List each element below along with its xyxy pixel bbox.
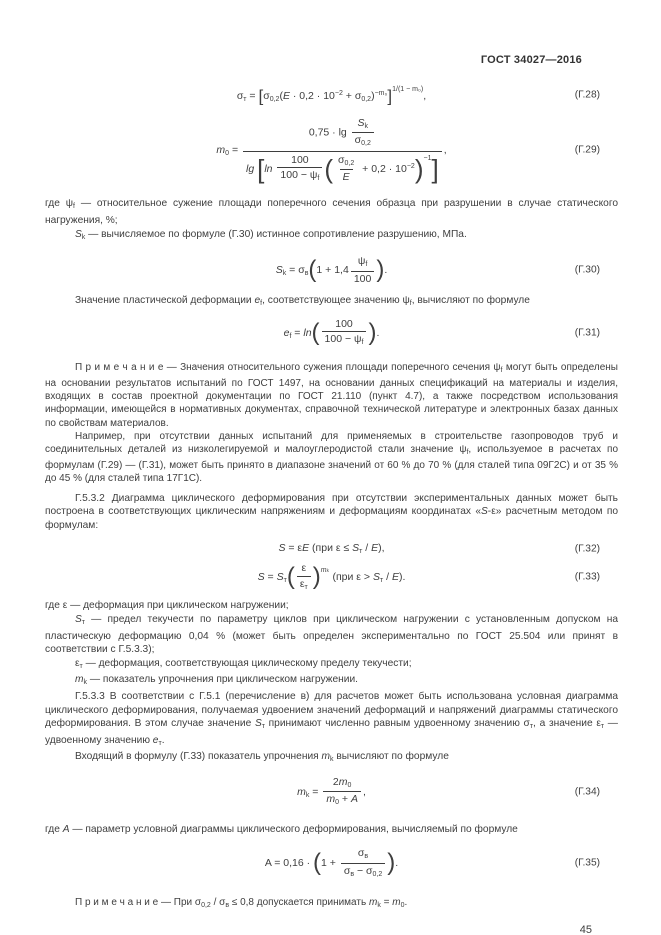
denominator: E xyxy=(340,169,353,185)
fraction xyxy=(322,317,367,349)
sub: 0 xyxy=(225,149,230,157)
fraction xyxy=(297,561,311,593)
sub: f xyxy=(365,261,368,269)
sub: т xyxy=(283,577,287,585)
formula-g35 xyxy=(45,846,618,880)
formula-g31 xyxy=(45,317,618,349)
sub: 0,2 xyxy=(361,140,371,148)
equation-label: (Г.29) xyxy=(574,144,600,156)
term: $m_0$ = xyxy=(216,143,241,157)
definition-mk: $m_k$ — показатель упрочнения при циклическом нагружении. xyxy=(75,674,358,687)
fraction xyxy=(323,775,361,809)
denominator: $\sigma_в - \sigma_{0,2}$ xyxy=(341,863,385,880)
sub: т xyxy=(243,96,247,103)
numerator: 100 xyxy=(291,153,309,166)
paren: ( xyxy=(324,153,334,184)
sub: f xyxy=(500,366,503,374)
numerator: 0,75 · lg $\frac{S_k}{\sigma_{0,2}}$ xyxy=(306,115,379,151)
sub: 0,2 xyxy=(361,96,372,103)
paragraph-g533: Г.5.3.3 В соответствии с Г.5.1 (перечисление в) для расчетов может быть использована условная диаграмма циклического деформирования, получаемая удвоением значений деформаций и напряжений диаграммы статического деформирования. В этом случае значение $S_т$ принимают численно равным удвоенному значению $\sigma_т$, а значение $\varepsilon_т$ — удвоенному значению $e_т$. xyxy=(45,690,618,747)
paragraph-g532: Г.5.3.2 Диаграмма циклического деформирования при отсутствии экспериментальных данных может быть построена в соответствующих циклическим напряжениям и деформациям координатах «S-ε» расчетным методом по формулам: xyxy=(45,492,618,531)
sup: −1 xyxy=(423,154,432,162)
formula-g29 xyxy=(45,115,618,186)
formula-g32 xyxy=(45,542,618,555)
sub: 0 xyxy=(335,799,339,807)
paragraph-a-definition: где A — параметр условной диаграммы циклического деформирования, вычисляемый по формуле xyxy=(45,823,518,835)
sup: −2 xyxy=(334,90,343,97)
sub: 0 xyxy=(347,781,352,789)
denominator: $\varepsilon_т$ xyxy=(297,576,311,593)
numerator: $\psi_f$ xyxy=(357,255,368,269)
term: $\sigma_т$ = xyxy=(236,90,259,103)
paren: ( xyxy=(286,563,295,591)
formula-body: $S = S_т$( $\frac{\varepsilon}{\varepsilon_т}$ )$^{m_k}$ (при $\varepsilon > S_т / E$). xyxy=(258,571,406,583)
sub: т xyxy=(600,723,605,731)
equation-label: (Г.31) xyxy=(574,327,600,339)
sub: f xyxy=(289,332,292,340)
definition-st: $S_т$ — предел текучести по параметру циклов при циклическом нагружении с установленным допуском на пластическую деформацию 0,04 % (может быть определен экспериментально по ГОСТ 25.504 или принят в соответствии с Г.5.3.3); xyxy=(45,614,618,656)
sub: f xyxy=(361,339,364,347)
paragraph-ef: Значение пластической деформации $e_f$, соответствующее значению $\psi_f$, вычисляют по формуле xyxy=(75,295,530,308)
sub: k xyxy=(83,679,87,687)
sub: k xyxy=(81,233,86,241)
numerator: 100 xyxy=(335,317,353,330)
sub: т xyxy=(379,577,384,585)
sub: т xyxy=(81,619,86,627)
formula-body: S = εE (при $\varepsilon \le S_т / E$), xyxy=(278,542,385,556)
note-psi-values: П р и м е ч а н и е — Значения относительного сужения площади поперечного сечения $\psi_f$ могут быть определены на основании результатов испытаний по ГОСТ 1497, на основании данных спецификаций на материалы и изделия, входящих в состав проектной документации по ГОСТ 21.110 (пункт 4.7), а также посредством использования информации, имеющейся в нормативных документах, справочной технической литературе и электронных базах данных по свойствам материалов. xyxy=(45,361,618,429)
bracket: [ xyxy=(257,153,265,184)
paragraph-vhodyashchiy: Входящий в формулу (Г.33) показатель упрочнения $m_k$ вычисляют по формуле xyxy=(75,751,449,764)
formula-body: A = 0,16 · (1 + $\frac{\sigma_в}{\sigma_в - \sigma_{0,2}}$ ). xyxy=(265,857,398,869)
sub: в xyxy=(364,853,369,861)
sub: т xyxy=(359,548,363,556)
page-number: 45 xyxy=(579,924,592,935)
numerator: $\sigma_в$ xyxy=(357,847,369,861)
formula-g28 xyxy=(45,86,618,105)
equation-label: (Г.33) xyxy=(574,571,600,583)
sup: −2 xyxy=(406,162,415,170)
sub: т xyxy=(529,723,534,731)
sub: f xyxy=(73,203,75,211)
formula-body: $\sigma_т = [\sigma_{0,2}(E \cdot 0,2 \cdot 10^{-2} + \sigma_{0,2})^{-m_0}]^{1/(1 - m_0)}$, xyxy=(236,86,427,106)
term: $\sigma_{0,2}(E \cdot 0,2 \cdot 10^{-2} + \sigma_{0,2})^{-m_0}$ xyxy=(263,90,388,103)
sub: k xyxy=(377,902,381,910)
formula-body: $m_0$ = 0,75 · lg $\frac{S_k}{\sigma_{0,2}}$ lg [ln $\frac{100}{100 - \psi_f}$ ( $\frac{\sigma_{0,2}}{E}$ + $0,2 \cdot 10^{-2})^{-1}$] , xyxy=(216,116,447,184)
sub: т xyxy=(261,723,265,731)
sub: 0,2 xyxy=(269,96,280,103)
paragraph-psi-definition: где $\psi_f$ — относительное сужение площади поперечного сечения образца при разрушении в случае статического нагружения, %; xyxy=(45,198,618,227)
formula-g30 xyxy=(45,254,618,286)
equation-label: (Г.30) xyxy=(574,264,600,276)
paren: ( xyxy=(313,849,322,877)
definition-epsilon: где ε — деформация при циклическом нагружении; xyxy=(45,600,289,612)
paren: ) xyxy=(387,849,396,877)
sup: mₖ xyxy=(320,567,330,575)
sub: f xyxy=(466,449,469,457)
sub: т xyxy=(79,662,83,670)
paren: ) xyxy=(414,153,424,184)
formula-body: $m_k$ = $\frac{2m_0}{m_0 + A}$ , xyxy=(297,786,366,798)
equation-label: (Г.35) xyxy=(574,857,600,869)
numerator: $2m_0$ xyxy=(332,775,352,789)
fraction xyxy=(277,153,322,185)
note-mk-m0: П р и м е ч а н и е — При $\sigma_{0,2} / \sigma_в \le 0,8$ допускается принимать $m_k = m_0$. xyxy=(75,897,408,910)
formula-g33 xyxy=(45,561,618,593)
paren: ) xyxy=(312,563,321,591)
denominator: $100 - \psi_f$ xyxy=(277,167,322,184)
denominator: 100 xyxy=(351,271,375,287)
fraction xyxy=(351,254,375,286)
denominator: lg [ln $\frac{100}{100 - \psi_f}$ ( $\frac{\sigma_{0,2}}{E}$ + $0,2 \cdot 10^{-2})^{-1}$] xyxy=(243,151,442,186)
numerator: $S_k$ xyxy=(357,116,369,130)
bracket: ] xyxy=(387,86,393,106)
sub: 0 xyxy=(400,902,405,910)
sub: т xyxy=(158,739,162,747)
sub: в xyxy=(225,902,230,910)
fraction xyxy=(352,116,374,150)
sub: f xyxy=(317,175,320,183)
sub: 0,2 xyxy=(201,902,211,910)
fraction xyxy=(243,115,442,186)
paren: ) xyxy=(376,256,385,284)
numerator: $\sigma_{0,2}$ xyxy=(338,153,355,167)
sup: 1/(1 − m₀) xyxy=(392,86,424,93)
paragraph-sk-definition: $S_k$ — вычисляемое по формуле (Г.30) истинное сопротивление разрушению, МПа. xyxy=(75,228,467,241)
sub: k xyxy=(305,791,310,799)
fraction xyxy=(335,153,357,185)
equation-label: (Г.28) xyxy=(574,89,600,101)
bracket: ] xyxy=(431,153,439,184)
paren: ( xyxy=(311,318,320,346)
paren: ) xyxy=(368,318,377,346)
sub: в xyxy=(350,870,355,878)
document-header: ГОСТ 34027—2016 xyxy=(480,54,582,66)
formula-g34 xyxy=(45,775,618,809)
sub: k xyxy=(330,756,334,764)
definition-epsilon-t: $\varepsilon_т$ — деформация, соответствующая циклическому пределу текучести; xyxy=(75,657,412,670)
formula-body: $e_f = \ln$( $\frac{100}{100 - \psi_f}$ ). xyxy=(284,327,380,339)
equation-label: (Г.34) xyxy=(574,786,600,798)
sub: k xyxy=(364,122,369,130)
denominator: $m_0 + A$ xyxy=(323,791,361,808)
formula-body: $S_k = \sigma_в(1 + 1,4$ $\frac{\psi_f}{100}$ ). xyxy=(275,255,388,285)
sub: в xyxy=(304,270,309,278)
paragraph-example: Например, при отсутствии данных испытаний для применяемых в строительстве газопроводов труб и соединительных деталей из низколегируемой и малоуглеродистой стали значение $\psi_f$, используемое в расчетах по формулам (Г.29) — (Г.31), может быть принято в диапазоне значений от 60 % до 70 % (для сталей типа 09Г2С) и от 35 % до 45 % (для сталей типа 17Г1С). xyxy=(45,430,618,485)
sub: f xyxy=(260,300,263,308)
sub: 0,2 xyxy=(344,159,355,167)
sup: −m₀ xyxy=(374,90,388,97)
fraction xyxy=(341,846,385,880)
numerator: ε xyxy=(301,562,307,575)
sub: f xyxy=(409,300,412,308)
bracket: [ xyxy=(258,86,264,106)
denominator: $\sigma_{0,2}$ xyxy=(352,132,374,149)
sub: 0,2 xyxy=(372,870,383,878)
sub: т xyxy=(304,584,308,592)
paren: ( xyxy=(308,256,317,284)
sub: k xyxy=(282,270,287,278)
equation-label: (Г.32) xyxy=(574,543,600,555)
denominator: $100 - \psi_f$ xyxy=(322,331,367,348)
